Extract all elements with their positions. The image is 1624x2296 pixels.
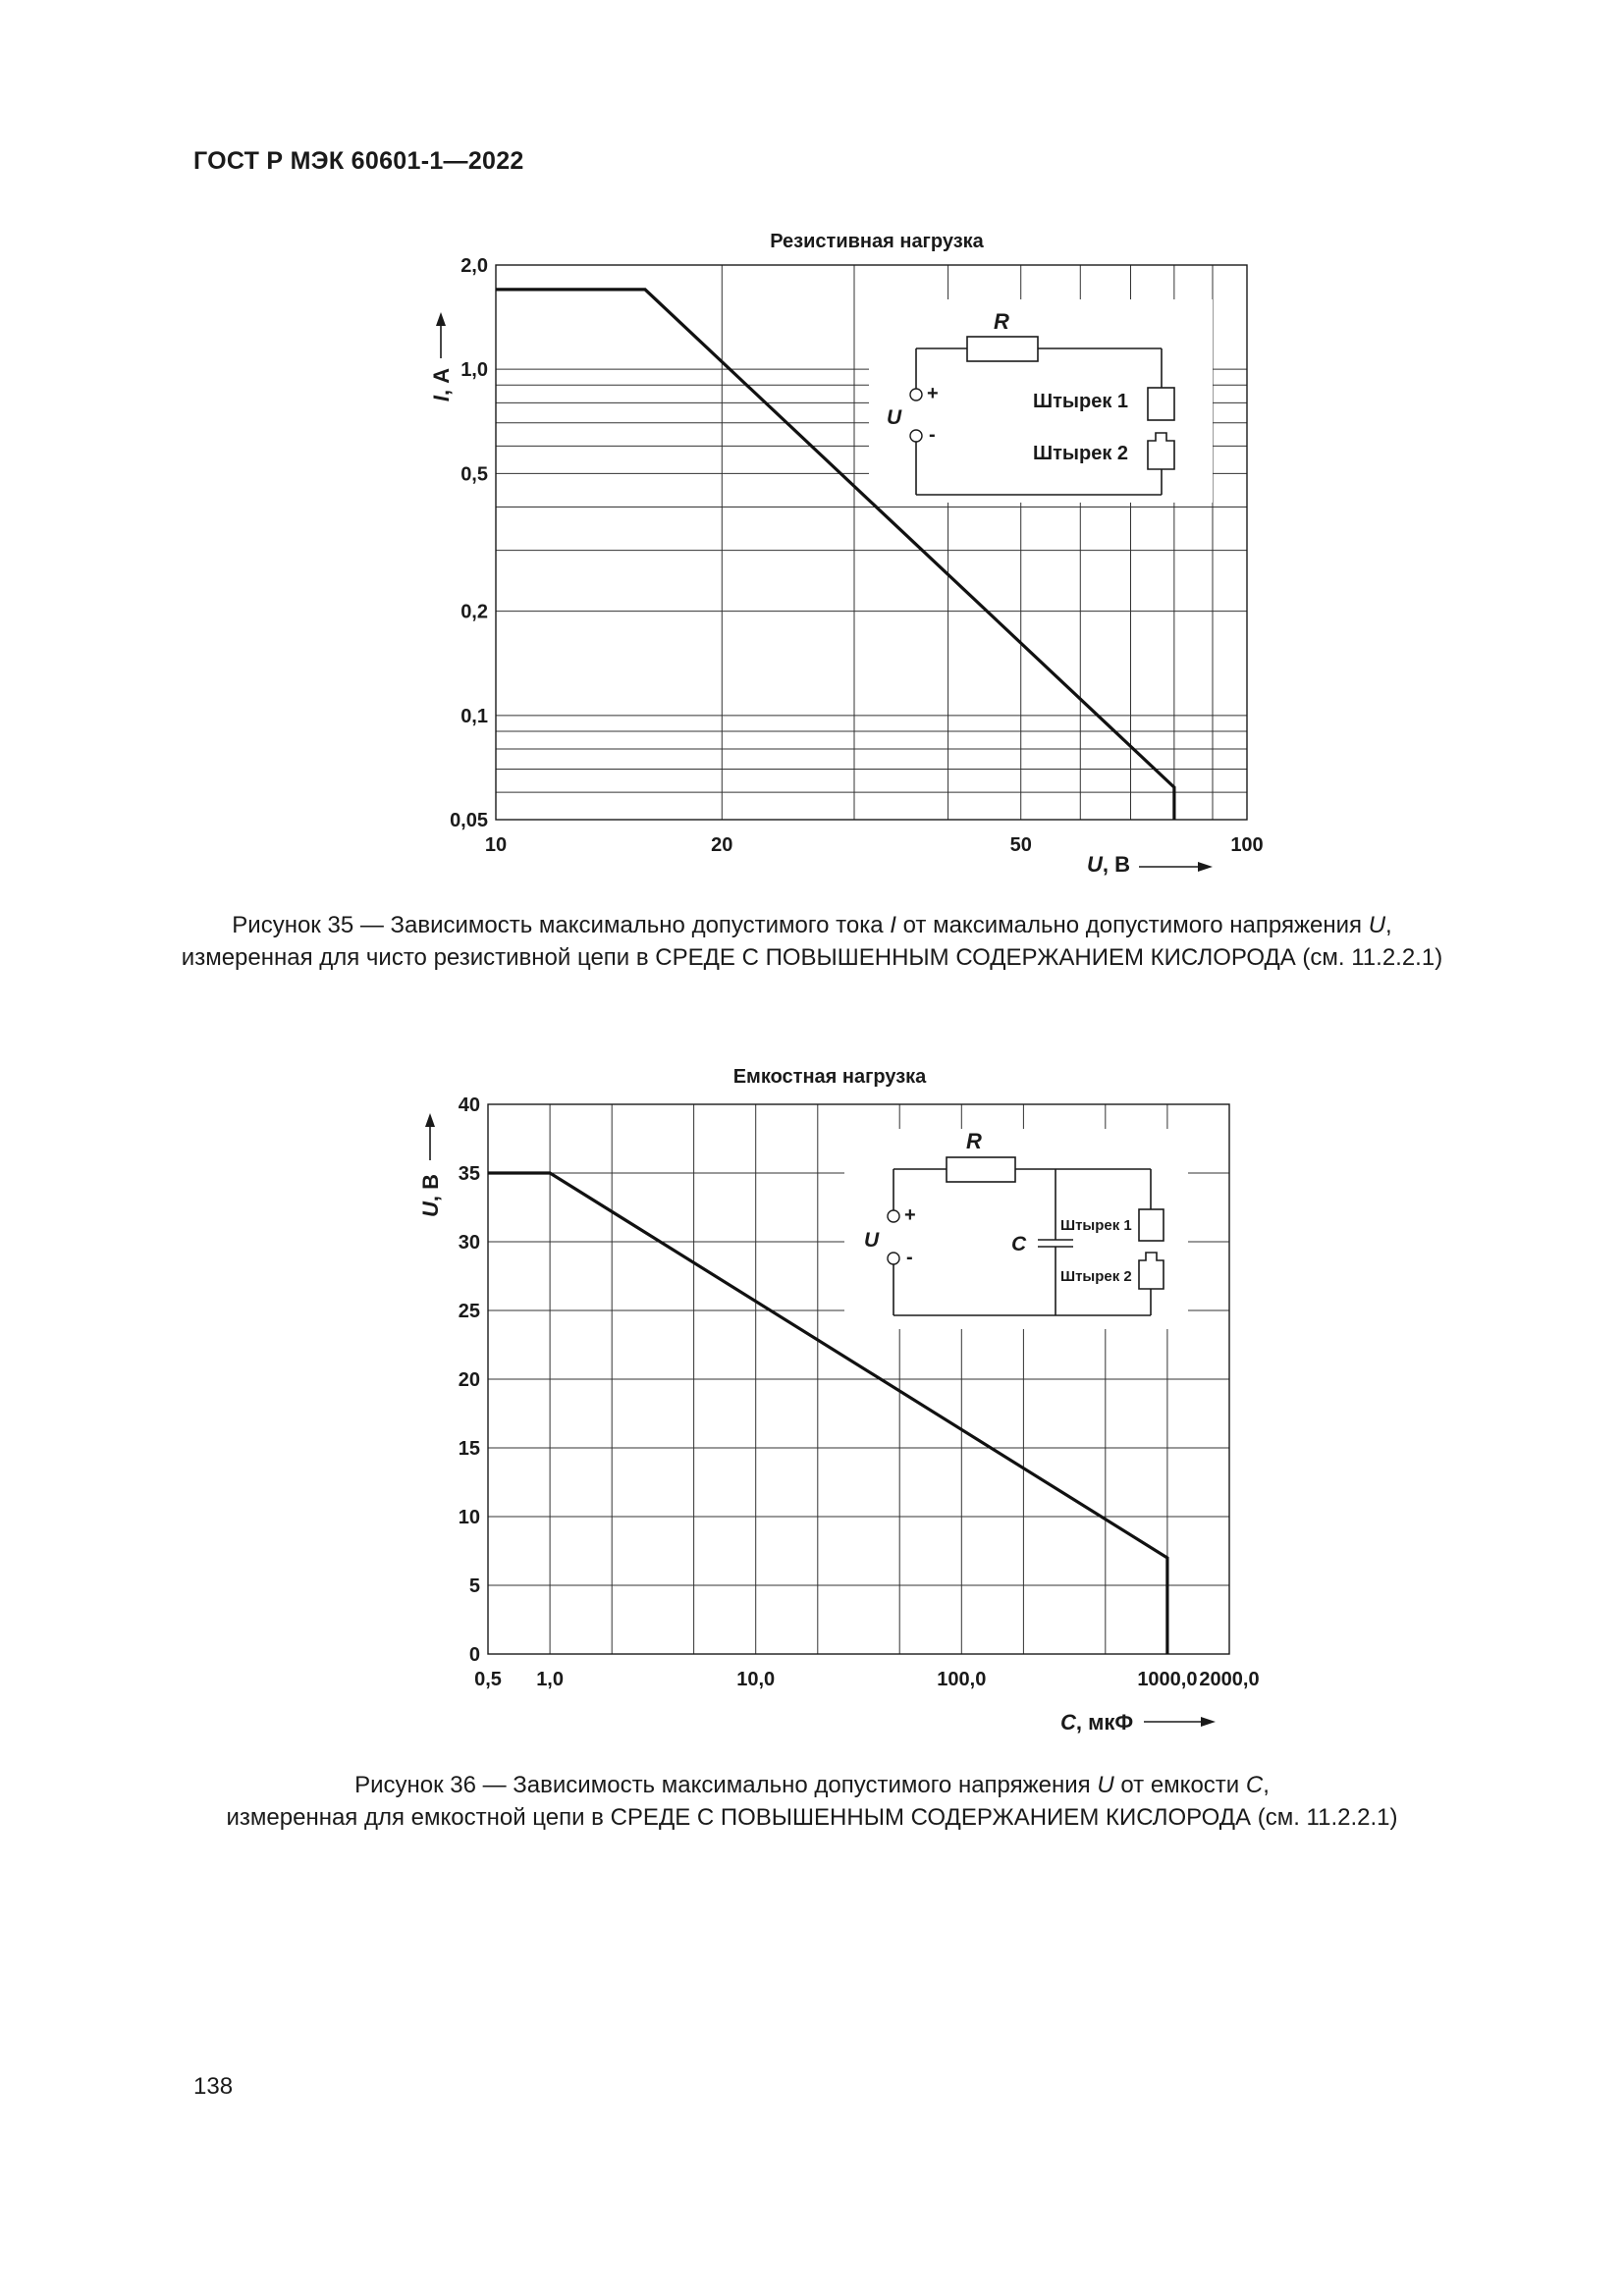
figure-35-caption: Рисунок 35 — Зависимость максимально допустимого тока I от максимально допустимого напряжения U, измеренная для чисто резистивной цепи в СРЕДЕ С ПОВЫШЕННЫМ СОДЕРЖАНИЕМ КИСЛОРОДА (см. 11.2.2.1) [181,912,1443,971]
svg-text:U, В: U, В [418,1173,443,1218]
chart1-y-tick-label: 0,1 [460,705,488,727]
pin2-2-label: Штырек 2 [1060,1268,1132,1285]
pin-1-label: Штырек 1 [1033,391,1129,412]
chart1-y-tick-label: 0,2 [460,601,488,623]
terminal2-plus-icon [888,1210,899,1222]
chart2-y-tick-label: 30 [458,1232,480,1254]
svg-text:I, А: I, А [429,367,454,402]
chart1-y-tick-label: 2,0 [460,255,488,277]
chart2-x-arrow-head-icon [1201,1717,1216,1727]
chart1-title: Резистивная нагрузка [770,231,984,252]
pin-2-label: Штырек 2 [1033,443,1129,464]
inset2-background [844,1129,1188,1329]
pin2-1-icon [1139,1209,1164,1241]
chart2-x-tick-label: 2000,0 [1199,1669,1260,1690]
inset1-minus-sign: - [929,424,936,446]
chart1-x-tick-label: 10 [484,834,508,856]
chart2-x-tick-label: 0,5 [474,1669,502,1690]
chart2-x-axis-label: C, мкФ [1060,1710,1134,1735]
terminal2-minus-icon [888,1253,899,1264]
inset2-minus-sign: - [906,1247,913,1268]
inset2-plus-sign: + [904,1204,916,1226]
chart2-x-tick-label: 100,0 [937,1669,987,1690]
pin2-1-label: Штырек 1 [1060,1217,1132,1234]
chart1-y-tick-label: 0,5 [460,463,488,486]
document-header: ГОСТ Р МЭК 60601-1—2022 [193,147,524,175]
chart2-x-tick-label: 1000,0 [1137,1669,1198,1690]
inset1-plus-sign: + [927,383,939,404]
resistor-r-label: R [994,309,1009,334]
capacitor-c-label: C [1011,1233,1027,1255]
chart2-x-tick-label: 10,0 [736,1669,776,1690]
inset2-voltage-label: U [864,1229,880,1252]
chart2-y-tick-label: 0 [468,1644,480,1666]
chart2-x-tick-label: 1,0 [536,1669,565,1690]
chart1-x-tick-label: 20 [711,834,733,856]
chart2-y-tick-label: 25 [458,1301,480,1322]
inset1-voltage-label: U [887,406,902,429]
resistor-r2-symbol [947,1157,1015,1182]
chart2-y-arrow-head-icon [425,1113,435,1127]
figure-36-caption: Рисунок 36 — Зависимость максимально допустимого напряжения U от емкости C, измеренная для емкостной цепи в СРЕДЕ С ПОВЫШЕННЫМ СОДЕРЖАНИЕМ КИСЛОРОДА (см. 11.2.2.1) [226,1772,1398,1831]
chart2-y-tick-label: 5 [468,1575,480,1597]
chart2-circuit-inset [844,1129,1188,1329]
chart1-x-tick-label: 50 [1009,834,1032,856]
chart2-y-tick-label: 40 [458,1095,480,1116]
chart2-y-tick-label: 35 [458,1163,480,1185]
chart2-y-tick-label: 15 [458,1438,480,1460]
chart2-y-axis-label [418,1174,443,1217]
chart1-y-tick-label: 1,0 [460,359,488,382]
chart1-y-tick-label: 0,05 [450,810,488,831]
page-number: 138 [193,2073,234,2100]
chart1-x-tick-label: 100 [1230,834,1264,856]
chart2-y-tick-label: 20 [458,1369,480,1391]
chart2-title: Емкостная нагрузка [732,1066,927,1088]
resistor-r2-label: R [966,1129,982,1153]
chart2-y-tick-label: 10 [458,1507,480,1528]
chart1-x-axis-label: U, В [1087,852,1131,877]
